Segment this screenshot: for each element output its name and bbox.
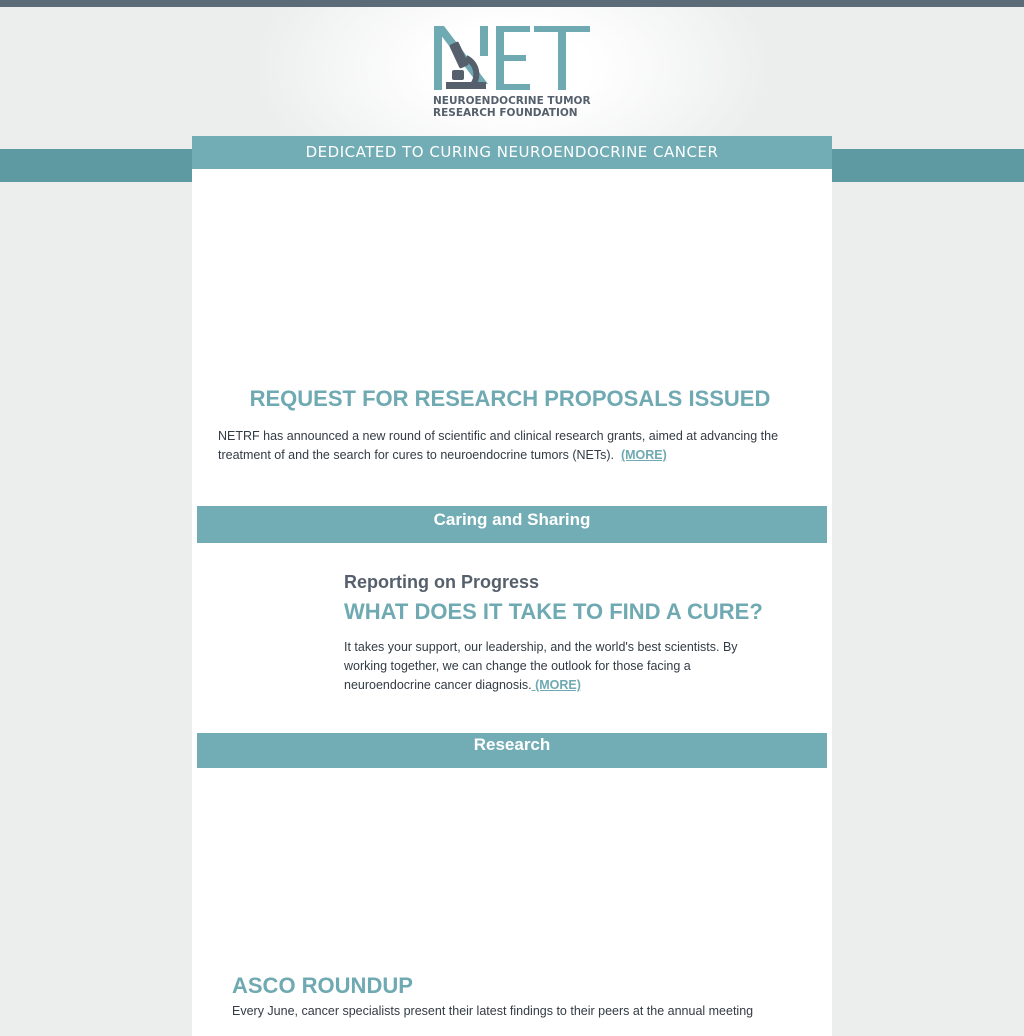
- logo-line-1: NEUROENDOCRINE TUMOR: [433, 95, 591, 107]
- logo-wordmark: [433, 95, 603, 119]
- article-text: NETRF has announced a new round of scientific and clinical research grants, aimed at advancing the treatment of and the search for cures to neuroendocrine tumors (NETs).: [218, 429, 779, 462]
- newsletter-body: [192, 136, 832, 1036]
- more-link-research-proposals[interactable]: (MORE): [620, 448, 667, 462]
- article-title-research-proposals[interactable]: REQUEST FOR RESEARCH PROPOSALS ISSUED: [249, 386, 771, 411]
- logo-line-2: RESEARCH FOUNDATION: [433, 107, 578, 119]
- section-research: Research: [197, 733, 827, 768]
- article-body-find-a-cure: [344, 638, 774, 695]
- tagline-banner: DEDICATED TO CURING NEUROENDOCRINE CANCER: [192, 136, 832, 169]
- article-title-asco-roundup[interactable]: ASCO ROUNDUP: [232, 973, 413, 998]
- article-title-find-a-cure[interactable]: WHAT DOES IT TAKE TO FIND A CURE?: [344, 599, 763, 624]
- top-bar: [0, 0, 1024, 7]
- article-text: It takes your support, our leadership, and the world's best scientists. By working together, we can change the outlook for those facing a neuroendocrine cancer diagnosis.: [344, 640, 738, 692]
- more-link-find-a-cure[interactable]: (MORE): [531, 678, 581, 692]
- article-body-research-proposals: [218, 427, 808, 465]
- article-body-asco-roundup: Every June, cancer specialists present their latest findings to their peers at the annual meeting: [232, 1004, 754, 1018]
- section-caring-and-sharing: Caring and Sharing: [197, 506, 827, 543]
- microscope-icon: [434, 26, 488, 90]
- article-kicker-reporting: Reporting on Progress: [344, 572, 540, 592]
